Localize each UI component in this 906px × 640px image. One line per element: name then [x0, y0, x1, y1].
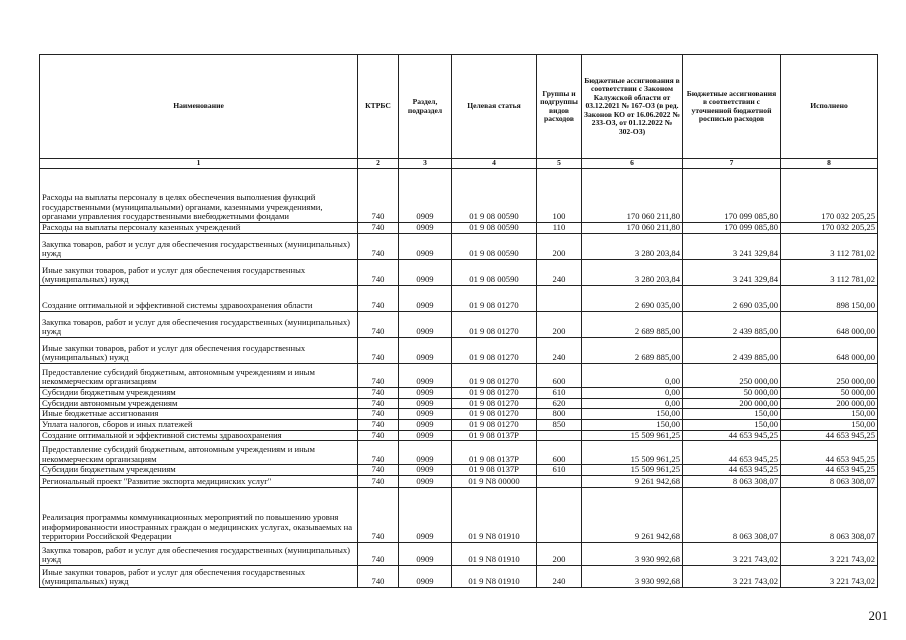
- row-ktrbs: 740: [358, 419, 399, 430]
- row-refined-amount: 2 439 885,00: [683, 338, 781, 364]
- row-refined-amount: 44 653 945,25: [683, 465, 781, 476]
- row-target: 01 9 N8 01910: [452, 487, 537, 542]
- row-group: [537, 430, 582, 441]
- row-executed-amount: 170 032 205,25: [781, 223, 878, 234]
- row-group: 610: [537, 465, 582, 476]
- row-section: 0909: [399, 430, 452, 441]
- row-refined-amount: 44 653 945,25: [683, 441, 781, 465]
- row-target: 01 9 08 00590: [452, 260, 537, 286]
- row-ktrbs: 740: [358, 398, 399, 409]
- row-law-amount: 150,00: [582, 409, 683, 420]
- row-group: 610: [537, 388, 582, 399]
- row-group: 600: [537, 364, 582, 388]
- col-number: 4: [452, 159, 537, 169]
- row-section: 0909: [399, 364, 452, 388]
- row-target: 01 9 08 0137P: [452, 430, 537, 441]
- header-target: Целевая статья: [452, 55, 537, 159]
- row-refined-amount: 150,00: [683, 419, 781, 430]
- row-law-amount: 170 060 211,80: [582, 223, 683, 234]
- table-row: [40, 388, 878, 399]
- table-row: [40, 475, 878, 487]
- col-number: 5: [537, 159, 582, 169]
- row-group: 850: [537, 419, 582, 430]
- row-section: 0909: [399, 465, 452, 476]
- row-refined-amount: 170 099 085,80: [683, 169, 781, 223]
- row-ktrbs: 740: [358, 409, 399, 420]
- table-row: [40, 409, 878, 420]
- row-target: 01 9 08 01270: [452, 388, 537, 399]
- row-refined-amount: 8 063 308,07: [683, 475, 781, 487]
- row-law-amount: 150,00: [582, 419, 683, 430]
- col-number: 2: [358, 159, 399, 169]
- row-executed-amount: 170 032 205,25: [781, 169, 878, 223]
- header-refined: Бюджетные ассигнования в соответствии с уточненной бюджетной росписью расходов: [683, 55, 781, 159]
- row-name: Уплата налогов, сборов и иных платежей: [40, 419, 358, 430]
- row-executed-amount: 250 000,00: [781, 364, 878, 388]
- row-name: Субсидии автономным учреждениям: [40, 398, 358, 409]
- row-ktrbs: 740: [358, 487, 399, 542]
- row-name: Закупка товаров, работ и услуг для обеспечения государственных (муниципальных) нужд: [40, 312, 358, 338]
- row-executed-amount: 648 000,00: [781, 338, 878, 364]
- row-refined-amount: 3 221 743,02: [683, 565, 781, 587]
- row-section: 0909: [399, 398, 452, 409]
- row-executed-amount: 44 653 945,25: [781, 441, 878, 465]
- header-law: Бюджетные ассигнования в соответствии с Законом Калужской области от 03.12.2021 № 167-ОЗ (в ред. Законов КО от 16.06.2022 № 233-ОЗ, от 01.12.2022 № 302-ОЗ): [582, 55, 683, 159]
- table-row: [40, 542, 878, 565]
- row-target: 01 9 08 0137P: [452, 441, 537, 465]
- row-law-amount: 15 509 961,25: [582, 465, 683, 476]
- row-name: Закупка товаров, работ и услуг для обеспечения государственных (муниципальных) нужд: [40, 542, 358, 565]
- row-ktrbs: 740: [358, 465, 399, 476]
- row-group: 240: [537, 565, 582, 587]
- row-ktrbs: 740: [358, 430, 399, 441]
- row-refined-amount: 3 241 329,84: [683, 234, 781, 260]
- row-section: 0909: [399, 169, 452, 223]
- row-name: Субсидии бюджетным учреждениям: [40, 465, 358, 476]
- row-name: Расходы на выплаты персоналу в целях обеспечения выполнения функций государственными (муниципальными) органами, казенными учреждениями, органами управления государственными внебюджетными фондами: [40, 169, 358, 223]
- table-row: [40, 364, 878, 388]
- budget-table: [39, 54, 878, 588]
- row-section: 0909: [399, 565, 452, 587]
- row-law-amount: 3 930 992,68: [582, 542, 683, 565]
- row-target: 01 9 08 01270: [452, 312, 537, 338]
- table-row: [40, 223, 878, 234]
- row-refined-amount: 3 241 329,84: [683, 260, 781, 286]
- row-ktrbs: 740: [358, 338, 399, 364]
- row-group: 100: [537, 169, 582, 223]
- row-name: Предоставление субсидий бюджетным, автономным учреждениям и иным некоммерческим организациям: [40, 364, 358, 388]
- row-target: 01 9 N8 00000: [452, 475, 537, 487]
- row-section: 0909: [399, 542, 452, 565]
- header-ktrbs: КТРБС: [358, 55, 399, 159]
- row-executed-amount: 8 063 308,07: [781, 487, 878, 542]
- row-law-amount: 3 930 992,68: [582, 565, 683, 587]
- row-executed-amount: 898 150,00: [781, 286, 878, 312]
- table-row: [40, 465, 878, 476]
- row-refined-amount: 50 000,00: [683, 388, 781, 399]
- row-section: 0909: [399, 487, 452, 542]
- row-name: Иные закупки товаров, работ и услуг для обеспечения государственных (муниципальных) нужд: [40, 565, 358, 587]
- col-number: 7: [683, 159, 781, 169]
- row-name: Закупка товаров, работ и услуг для обеспечения государственных (муниципальных) нужд: [40, 234, 358, 260]
- row-section: 0909: [399, 475, 452, 487]
- row-ktrbs: 740: [358, 234, 399, 260]
- row-law-amount: 170 060 211,80: [582, 169, 683, 223]
- header-section: Раздел, подраздел: [399, 55, 452, 159]
- row-law-amount: 0,00: [582, 388, 683, 399]
- col-number: 6: [582, 159, 683, 169]
- row-section: 0909: [399, 441, 452, 465]
- row-refined-amount: 44 653 945,25: [683, 430, 781, 441]
- row-executed-amount: 150,00: [781, 419, 878, 430]
- row-refined-amount: 170 099 085,80: [683, 223, 781, 234]
- row-target: 01 9 N8 01910: [452, 565, 537, 587]
- row-ktrbs: 740: [358, 565, 399, 587]
- row-name: Субсидии бюджетным учреждениям: [40, 388, 358, 399]
- row-target: 01 9 08 00590: [452, 234, 537, 260]
- table-row: [40, 398, 878, 409]
- row-name: Создание оптимальной и эффективной системы здравоохранения: [40, 430, 358, 441]
- row-executed-amount: 3 221 743,02: [781, 542, 878, 565]
- row-law-amount: 2 690 035,00: [582, 286, 683, 312]
- row-section: 0909: [399, 409, 452, 420]
- row-group: 200: [537, 234, 582, 260]
- row-name: Предоставление субсидий бюджетным, автономным учреждениям и иным некоммерческим организациям: [40, 441, 358, 465]
- row-law-amount: 2 689 885,00: [582, 338, 683, 364]
- row-law-amount: 3 280 203,84: [582, 234, 683, 260]
- row-target: 01 9 08 0137P: [452, 465, 537, 476]
- row-group: 240: [537, 260, 582, 286]
- table-row: [40, 234, 878, 260]
- row-executed-amount: 8 063 308,07: [781, 475, 878, 487]
- row-target: 01 9 N8 01910: [452, 542, 537, 565]
- col-number: 8: [781, 159, 878, 169]
- row-law-amount: 3 280 203,84: [582, 260, 683, 286]
- row-section: 0909: [399, 234, 452, 260]
- row-law-amount: 0,00: [582, 364, 683, 388]
- row-executed-amount: 200 000,00: [781, 398, 878, 409]
- header-row: [40, 55, 878, 159]
- row-executed-amount: 50 000,00: [781, 388, 878, 399]
- row-target: 01 9 08 01270: [452, 364, 537, 388]
- row-executed-amount: 3 221 743,02: [781, 565, 878, 587]
- row-refined-amount: 150,00: [683, 409, 781, 420]
- table-row: [40, 338, 878, 364]
- column-number-row: [40, 159, 878, 169]
- row-refined-amount: 2 690 035,00: [683, 286, 781, 312]
- table-row: [40, 487, 878, 542]
- row-ktrbs: 740: [358, 260, 399, 286]
- row-ktrbs: 740: [358, 475, 399, 487]
- row-group: 240: [537, 338, 582, 364]
- row-section: 0909: [399, 260, 452, 286]
- header-group: Группы и подгруппы видов расходов: [537, 55, 582, 159]
- row-group: 200: [537, 312, 582, 338]
- row-executed-amount: 44 653 945,25: [781, 430, 878, 441]
- row-law-amount: 9 261 942,68: [582, 487, 683, 542]
- row-ktrbs: 740: [358, 441, 399, 465]
- row-group: 620: [537, 398, 582, 409]
- row-ktrbs: 740: [358, 169, 399, 223]
- table-row: [40, 430, 878, 441]
- row-ktrbs: 740: [358, 388, 399, 399]
- row-group: 600: [537, 441, 582, 465]
- row-target: 01 9 08 00590: [452, 169, 537, 223]
- col-number: 1: [40, 159, 358, 169]
- table-row: [40, 260, 878, 286]
- row-section: 0909: [399, 419, 452, 430]
- table-row: [40, 419, 878, 430]
- table-row: [40, 565, 878, 587]
- row-refined-amount: 3 221 743,02: [683, 542, 781, 565]
- row-group: 110: [537, 223, 582, 234]
- row-refined-amount: 2 439 885,00: [683, 312, 781, 338]
- row-target: 01 9 08 01270: [452, 286, 537, 312]
- header-name: Наименование: [40, 55, 358, 159]
- row-ktrbs: 740: [358, 286, 399, 312]
- row-law-amount: 9 261 942,68: [582, 475, 683, 487]
- row-group: 200: [537, 542, 582, 565]
- row-executed-amount: 3 112 781,02: [781, 234, 878, 260]
- row-executed-amount: 150,00: [781, 409, 878, 420]
- row-section: 0909: [399, 223, 452, 234]
- row-group: 800: [537, 409, 582, 420]
- row-name: Иные закупки товаров, работ и услуг для обеспечения государственных (муниципальных) нужд: [40, 260, 358, 286]
- row-refined-amount: 200 000,00: [683, 398, 781, 409]
- row-ktrbs: 740: [358, 223, 399, 234]
- row-target: 01 9 08 01270: [452, 338, 537, 364]
- row-target: 01 9 08 01270: [452, 398, 537, 409]
- row-name: Иные закупки товаров, работ и услуг для обеспечения государственных (муниципальных) нужд: [40, 338, 358, 364]
- row-law-amount: 15 509 961,25: [582, 441, 683, 465]
- row-executed-amount: 648 000,00: [781, 312, 878, 338]
- row-executed-amount: 3 112 781,02: [781, 260, 878, 286]
- row-name: Иные бюджетные ассигнования: [40, 409, 358, 420]
- row-ktrbs: 740: [358, 542, 399, 565]
- header-executed: Исполнено: [781, 55, 878, 159]
- row-executed-amount: 44 653 945,25: [781, 465, 878, 476]
- row-name: Реализация программы коммуникационных мероприятий по повышению уровня информированности иностранных граждан о медицинских услугах, оказываемых на территории Российской Федерации: [40, 487, 358, 542]
- row-section: 0909: [399, 388, 452, 399]
- table-row: [40, 312, 878, 338]
- row-target: 01 9 08 01270: [452, 419, 537, 430]
- row-law-amount: 0,00: [582, 398, 683, 409]
- row-target: 01 9 08 01270: [452, 409, 537, 420]
- row-name: Расходы на выплаты персоналу казенных учреждений: [40, 223, 358, 234]
- row-law-amount: 2 689 885,00: [582, 312, 683, 338]
- row-target: 01 9 08 00590: [452, 223, 537, 234]
- row-name: Создание оптимальной и эффективной системы здравоохранения области: [40, 286, 358, 312]
- table-row: [40, 169, 878, 223]
- row-refined-amount: 250 000,00: [683, 364, 781, 388]
- row-group: [537, 286, 582, 312]
- table-row: [40, 286, 878, 312]
- row-law-amount: 15 509 961,25: [582, 430, 683, 441]
- row-section: 0909: [399, 312, 452, 338]
- row-ktrbs: 740: [358, 312, 399, 338]
- col-number: 3: [399, 159, 452, 169]
- row-group: [537, 487, 582, 542]
- row-section: 0909: [399, 286, 452, 312]
- table-row: [40, 441, 878, 465]
- page-number: 201: [868, 608, 888, 623]
- row-ktrbs: 740: [358, 364, 399, 388]
- row-section: 0909: [399, 338, 452, 364]
- row-group: [537, 475, 582, 487]
- row-refined-amount: 8 063 308,07: [683, 487, 781, 542]
- row-name: Региональный проект "Развитие экспорта медицинских услуг": [40, 475, 358, 487]
